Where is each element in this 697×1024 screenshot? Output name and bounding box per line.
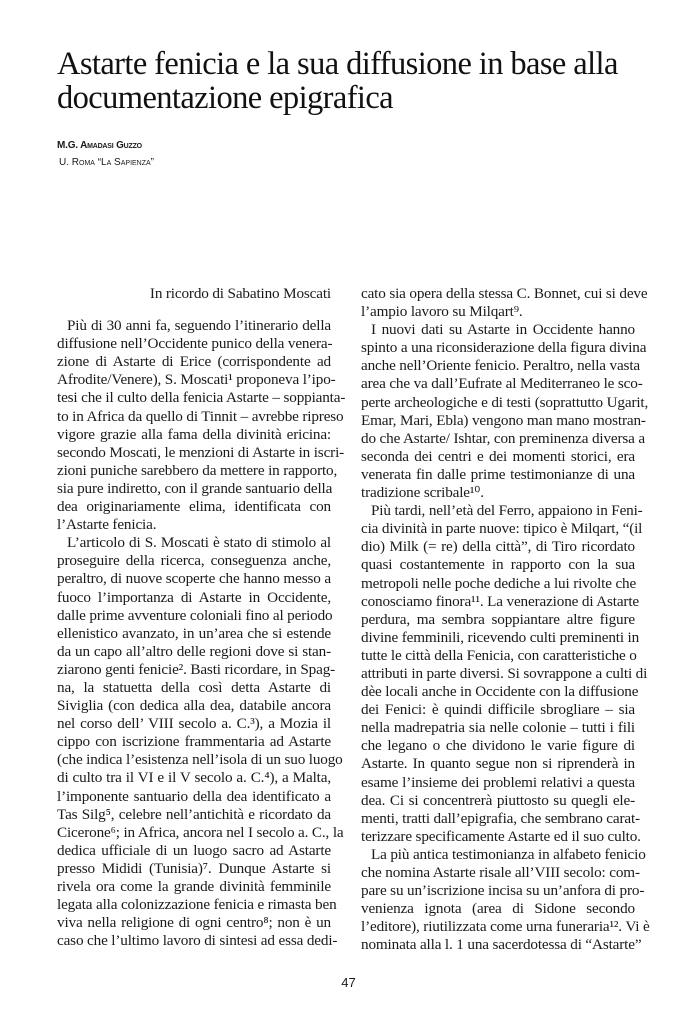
text-line: esame l’insieme dei problemi relativi a questa: [361, 773, 635, 791]
text-line: na, la statuetta della così detta Astarte di: [57, 678, 331, 696]
text-line: menti, tratti dall’epigrafia, che sembrano carat-: [361, 809, 640, 827]
text-line: peraltro, di nuove scoperte che hanno messo a: [57, 570, 331, 588]
title-line: documentazione epigrafica: [57, 80, 393, 116]
text-line: ziarono genti fenicie². Basti ricordare, in Spag-: [57, 660, 336, 678]
text-line: da un capo all’altro delle regioni dove si stan-: [57, 642, 331, 660]
paragraph: [361, 845, 650, 955]
text-line: venienza ignota (area di Sidone secondo: [361, 900, 635, 918]
text-line: vigore grazie alla fama della divinità ericina:: [57, 425, 331, 443]
text-line: Cicerone⁶; in Africa, ancora nel I secolo a. C., la: [57, 823, 344, 841]
text-line: dea. Ci si concentrerà piuttosto su quegli ele-: [361, 791, 635, 809]
paragraph: [57, 534, 344, 950]
text-line: Più di 30 anni fa, seguendo l’itinerario della: [67, 317, 331, 335]
text-line: venerata fin dalle prime testimonianze di una: [361, 465, 635, 483]
left-column-body: [57, 317, 346, 950]
text-line: I nuovi dati su Astarte in Occidente hanno: [371, 321, 635, 339]
text-line: tutte le città della Fenicia, con caratteristiche o: [361, 646, 637, 664]
text-line: La più antica testimonianza in alfabeto fenicio: [371, 845, 646, 863]
text-line: dedica ufficiale di un luogo sacro ad Astarte: [57, 841, 331, 859]
text-line: dalle prime avventure coloniali fino al periodo: [57, 606, 333, 624]
text-line: Emar, Mari, Ebla) vengono man mano mostran-: [361, 411, 646, 429]
text-line: zione di Astarte di Erice (corrispondente ad: [57, 353, 331, 371]
text-line: L’articolo di S. Moscati è stato di stimolo al: [67, 534, 331, 552]
text-line: divine femminili, ricevendo culti preminenti in: [361, 628, 640, 646]
text-line: do che Astarte/ Ishtar, con preminenza diversa a: [361, 429, 646, 447]
text-line: Astarte. In quanto segue non si riprenderà in: [361, 755, 635, 773]
text-line: l’editore), riutilizzata come urna funeraria¹². Vi è: [361, 918, 650, 936]
text-line: viva nella religione di ogni centro⁸; non è un: [57, 914, 331, 932]
text-line: spinto a una riconsiderazione della figura divina: [361, 339, 647, 357]
text-line: conosciamo finora¹¹. La venerazione di Astarte: [361, 592, 639, 610]
text-line: l’Astarte fenicia.: [57, 516, 157, 534]
text-line: Più tardi, nell’età del Ferro, appaiono in Feni-: [371, 502, 643, 520]
text-line: diffusione nell’Occidente punico della venera-: [57, 335, 333, 353]
text-line: legata alla colonizzazione fenicia e rimasta ben: [57, 896, 337, 914]
text-line: ellenistico avanzato, in un’area che si estende: [57, 624, 331, 642]
text-line: attributi in parte diversi. Si sovrappone a culti di: [361, 664, 648, 682]
paragraph: [361, 321, 649, 502]
text-line: cia divinità in parte nuove: tipico è Milqart, “(il: [361, 520, 643, 538]
text-line: che nomina Astarte risale all’VIII secolo: com-: [361, 864, 640, 881]
text-line: proseguire della ricerca, conseguenza anche,: [57, 552, 331, 570]
paragraph: [361, 502, 648, 846]
paragraph: [361, 285, 648, 321]
page-number: 47: [341, 975, 356, 990]
text-line: di culto tra il VI e il V secolo a. C.⁴), a Malta,: [57, 769, 331, 787]
text-line: metropoli nelle poche dediche a lui rivolte che: [361, 574, 637, 592]
text-line: perdura, ma sembra soppiantare altre figure: [361, 610, 635, 628]
text-line: caso che l’ultimo lavoro di sintesi ad essa dedi-: [57, 932, 338, 950]
text-line: anche nell’Oriente fenicio. Peraltro, nella vasta: [361, 357, 640, 375]
text-line: Tas Silg⁵, celebre nell’antichità e ricordato da: [57, 805, 331, 823]
paragraph: [57, 317, 346, 534]
text-line: nel corso dell’ VIII secolo a. C.³), a Mozia il: [57, 715, 331, 733]
text-line: cippo con iscrizione frammentaria ad Astarte: [57, 733, 331, 751]
text-line: zioni puniche sarebbero da mettere in rapporto,: [57, 461, 338, 479]
text-line: l’imponente santuario della dea identificato a: [57, 787, 331, 805]
text-line: che legano o che dividono le varie figure di: [361, 737, 635, 755]
text-line: pare su un’iscrizione incisa su un’anfora di pro-: [361, 882, 645, 900]
text-line: Afrodite/Venere), S. Moscati¹ proponeva l’ipo-: [57, 371, 336, 389]
text-line: dea originariamente elima, identificata con: [57, 498, 331, 516]
text-line: nominata alla l. 1 una sacerdotessa di “Astarte”: [361, 936, 642, 954]
author-affiliation: U. Roma “La Sapienza”: [59, 157, 155, 168]
right-column: [361, 285, 650, 954]
text-line: seconda dei centri e dei momenti storici, era: [361, 447, 635, 465]
text-line: tesi che il culto della fenicia Astarte – soppianta-: [57, 389, 346, 407]
text-line: rivela ora come la grande divinità femminile: [57, 878, 331, 895]
text-line: secondo Moscati, le menzioni di Astarte in iscri-: [57, 443, 345, 461]
text-line: perte archeologiche e di testi (soprattutto Ugarit,: [361, 393, 649, 411]
text-line: tradizione scribale¹⁰.: [361, 484, 484, 502]
left-column: [57, 285, 346, 950]
author-name: M.G. Amadasi Guzzo: [57, 140, 142, 151]
text-line: cato sia opera della stessa C. Bonnet, cui si deve: [361, 285, 648, 302]
text-line: Siviglia (con dedica alla dea, databile ancora: [57, 697, 331, 715]
text-line: (che indica l’esistenza nell’isola di un suo luogo: [57, 751, 343, 769]
text-line: area che va dall’Eufrate al Mediterraneo le sco-: [361, 375, 643, 393]
text-line: dei Fenici: è quindi difficile sbrogliare – sia: [361, 701, 635, 719]
text-line: presso Mididi (Tunisia)⁷. Dunque Astarte si: [57, 859, 331, 877]
text-line: fuoco l’importanza di Astarte in Occidente,: [57, 588, 331, 606]
text-line: dèe locali anche in Occidente con la diffusione: [361, 683, 639, 701]
text-line: quasi costantemente in rapporto con la sua: [361, 556, 635, 574]
text-line: sia pure indiretto, con il grande santuario della: [57, 479, 333, 497]
title-line: Astarte fenicia e la sua diffusione in base alla: [57, 46, 618, 82]
article-title: [57, 47, 657, 115]
text-line: terizzare specificamente Astarte ed il suo culto.: [361, 827, 641, 845]
text-line: nella madrepatria sia nelle colonie – tutti i fili: [361, 719, 635, 737]
text-line: l’ampio lavoro su Milqart⁹.: [361, 303, 523, 321]
right-column-body: [361, 285, 650, 954]
text-line: to in Africa da quello di Tinnit – avrebbe ripreso: [57, 407, 344, 425]
text-line: dio) Milk (= re) della città”, di Tiro ricordato: [361, 538, 635, 556]
dedication: In ricordo di Sabatino Moscati: [149, 285, 331, 302]
